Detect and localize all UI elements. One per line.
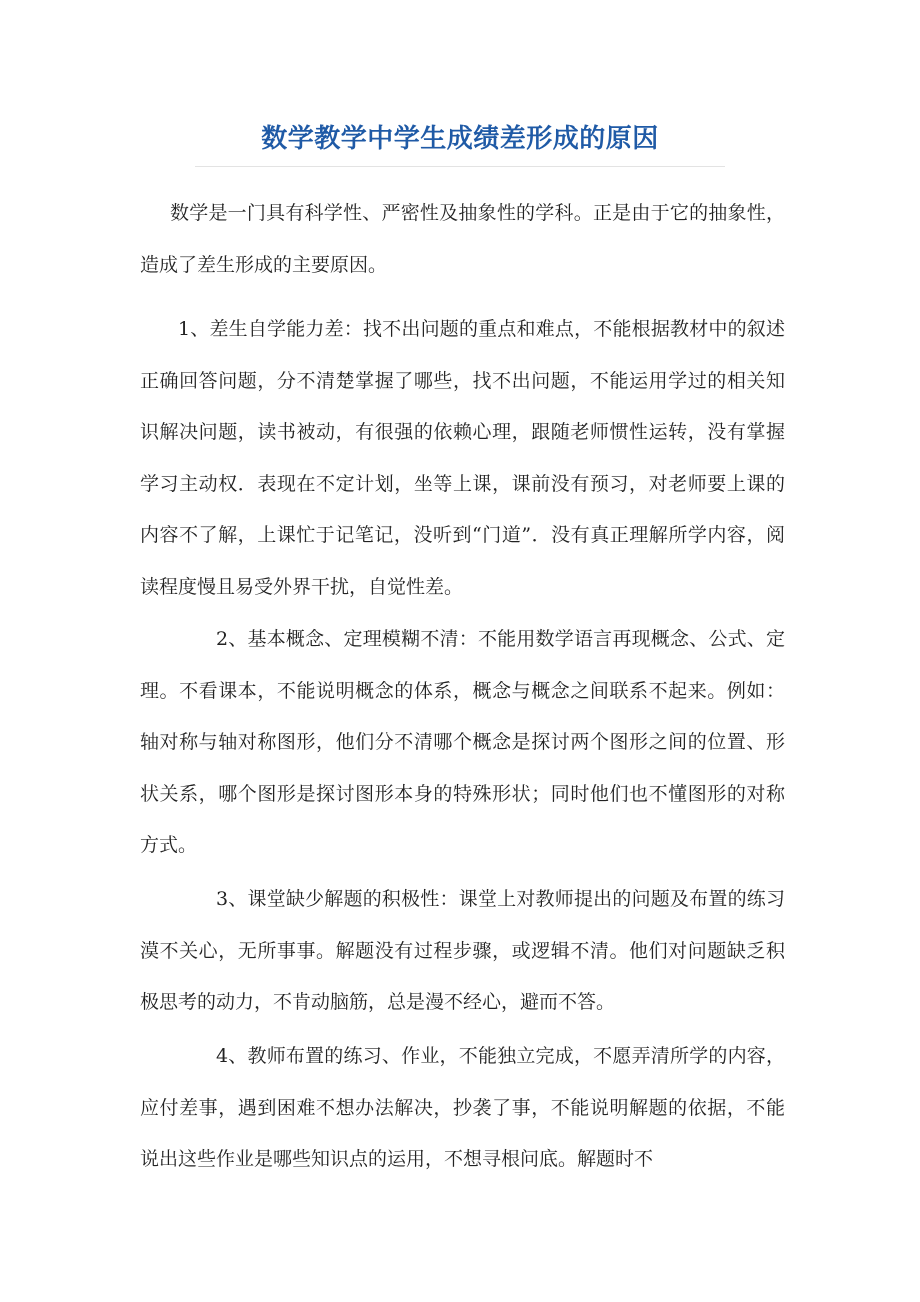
intro-paragraph: 数学是一门具有科学性、严密性及抽象性的学科。正是由于它的抽象性，造成了差生形成的主要原因。	[140, 202, 785, 276]
title-divider	[195, 166, 725, 167]
paragraph-3: 3、课堂缺少解题的积极性：课堂上对教师提出的问题及布置的练习漠不关心，无所事事。解题没有过程步骤，或逻辑不清。他们对问题缺乏积极思考的动力，不肯动脑筋，总是漫不经心，避而不答。	[140, 888, 785, 1013]
page-title: 数学教学中学生成绩差形成的原因	[261, 124, 659, 154]
paragraph-1: 1、差生自学能力差：找不出问题的重点和难点，不能根据教材中的叙述正确回答问题，分不清楚掌握了哪些，找不出问题，不能运用学过的相关知识解决问题，读书被动，有很强的依赖心理，跟随老师惯性运转，没有掌握学习主动权．表现在不定计划，坐等上课，课前没有预习，对老师要上课的内容不了解，上课忙于记笔记，没听到“门道”．没有真正理解所学内容，阅读程度慢且易受外界干扰，自觉性差。	[140, 318, 785, 598]
paragraph-2: 2、基本概念、定理模糊不清：不能用数学语言再现概念、公式、定理。不看课本，不能说明概念的体系，概念与概念之间联系不起来。例如：轴对称与轴对称图形，他们分不清哪个概念是探讨两个图形之间的位置、形状关系，哪个图形是探讨图形本身的特殊形状；同时他们也不懂图形的对称方式。	[140, 628, 785, 856]
paragraph-4: 4、教师布置的练习、作业，不能独立完成，不愿弄清所学的内容，应付差事，遇到困难不想办法解决，抄袭了事，不能说明解题的依据，不能说出这些作业是哪些知识点的运用，不想寻根问底。解题时不	[140, 1045, 785, 1170]
